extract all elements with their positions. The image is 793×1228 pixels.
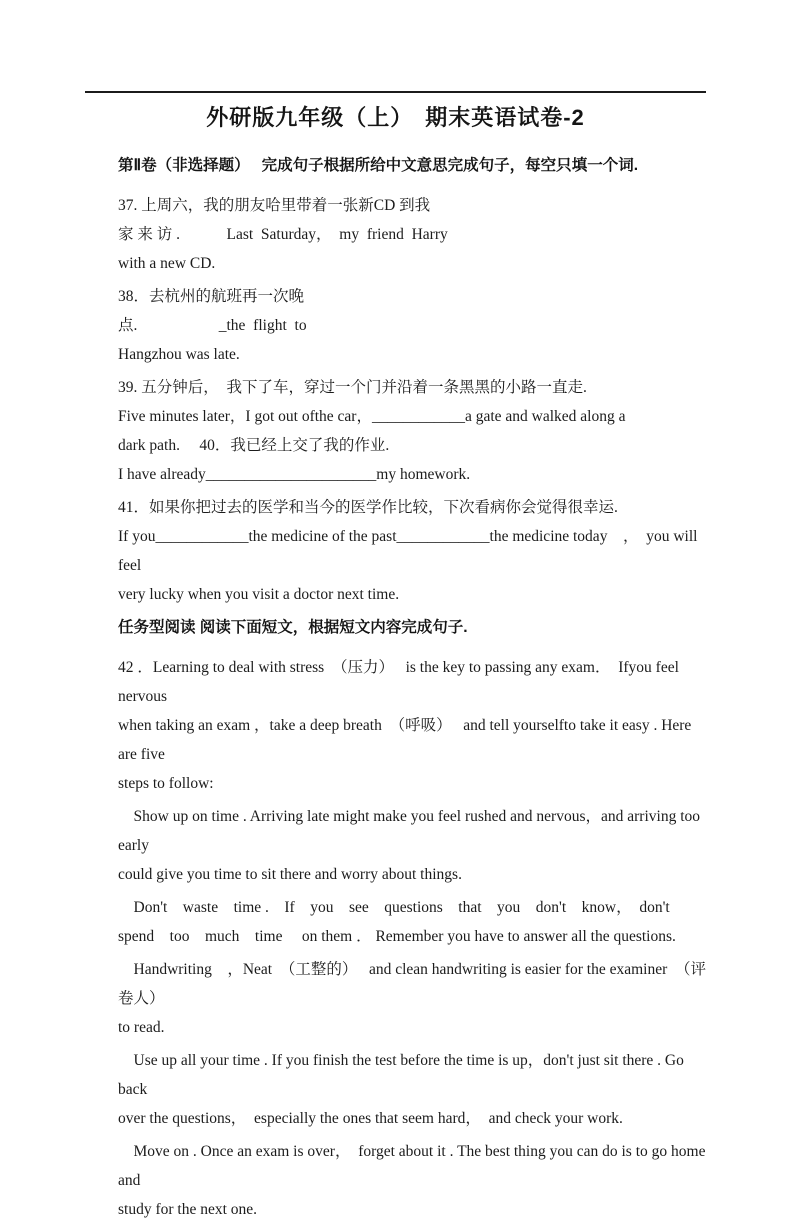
text-line: 39. 五分钟后， 我下了车，穿过一个门并沿着一条黑黑的小路一直走.: [118, 379, 587, 396]
text-line: 家 来 访 . Last Saturday， my friend Harry: [118, 226, 448, 243]
text-line: with a new CD.: [118, 255, 216, 272]
text-line: Don't waste time . If you see questions that you don't know， don't: [118, 899, 670, 916]
task-reading-header: [118, 613, 710, 643]
text-line: 42 ．Learning to deal with stress （压力） is the key to passing any exam． Ifyou feel nervous: [118, 659, 683, 705]
question-38: [118, 282, 710, 369]
text-line: to read.: [118, 1019, 165, 1036]
step-handwriting: [118, 955, 710, 1042]
text-line: 37. 上周六，我的朋友哈里带着一张新CD 到我: [118, 197, 431, 214]
passage-42-intro: [118, 653, 710, 798]
section-header: [118, 151, 710, 181]
text-line: Handwriting ，Neat （工整的） and clean handwriting is easier for the examiner （评卷人）: [118, 961, 706, 1007]
step-move-on: [118, 1137, 710, 1224]
text-line: spend too much time on them ． Remember you have to answer all the questions.: [118, 928, 676, 945]
text-line: 点. _the flight to: [118, 317, 307, 334]
text-line: If you____________the medicine of the past____________the medicine today ， you will feel: [118, 528, 702, 574]
question-37: [118, 191, 710, 278]
text-line: Move on . Once an exam is over， forget about it . The best thing you can do is to go home and: [118, 1143, 710, 1189]
text-line: I have already______________________my homework.: [118, 466, 471, 483]
text-line: 41．如果你把过去的医学和当今的医学作比较，下次看病你会觉得很幸运.: [118, 499, 618, 516]
document-body: [118, 151, 710, 1228]
text-line: Show up on time . Arriving late might make you feel rushed and nervous，and arriving too early: [118, 808, 704, 854]
text-line: over the questions， especially the ones that seem hard， and check your work.: [118, 1110, 623, 1127]
text-line: steps to follow:: [118, 775, 214, 792]
text-line: dark path. 40．我已经上交了我的作业.: [118, 437, 390, 454]
question-41: [118, 493, 710, 609]
text-line: Use up all your time . If you finish the test before the time is up，don't just sit there . Go back: [118, 1052, 688, 1098]
text-line: 第Ⅱ卷（非选择题） 完成句子根据所给中文意思完成句子，每空只填一个词.: [118, 157, 638, 174]
text-line: 38．去杭州的航班再一次晚: [118, 288, 305, 305]
text-line: Five minutes later，I got out ofthe car，____________a gate and walked along a: [118, 408, 626, 425]
question-39-40: [118, 373, 710, 489]
step-dont-waste-time: [118, 893, 710, 951]
text-line: study for the next one.: [118, 1201, 258, 1218]
step-show-up-on-time: [118, 802, 710, 889]
text-line: 任务型阅读 阅读下面短文，根据短文内容完成句子.: [118, 619, 468, 636]
text-line: when taking an exam ，take a deep breath （呼吸） and tell yourselfto take it easy . Here are five: [118, 717, 696, 763]
text-line: very lucky when you visit a doctor next time.: [118, 586, 400, 603]
document-title: 外研版九年级（上） 期末英语试卷-2: [206, 105, 585, 130]
text-line: could give you time to sit there and worry about things.: [118, 866, 462, 883]
text-line: Hangzhou was late.: [118, 346, 240, 363]
header-rule: [85, 91, 706, 93]
step-use-up-all-your-time: [118, 1046, 710, 1133]
